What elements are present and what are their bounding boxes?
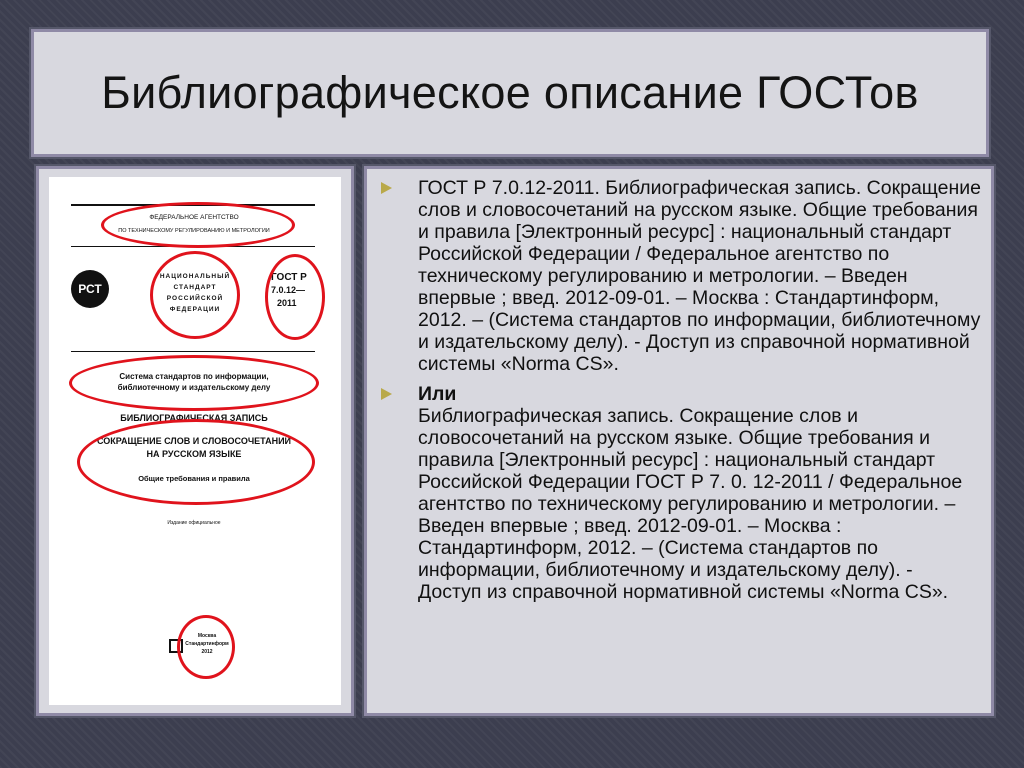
cover-national-line4: ФЕДЕРАЦИИ xyxy=(169,306,221,313)
cover-agency-line1: ФЕДЕРАЛЬНОЕ АГЕНТСТВО xyxy=(149,214,239,221)
highlight-oval-national xyxy=(150,251,240,339)
bullet-text: ГОСТ Р 7.0.12-2011. Библиографическая запись. Сокращение слов и словосочетаний на русском языке. Общие требования и правила [Электронный ресурс] : национальный стандарт Российской Федерации / Федеральное агентство по техническому регулированию и метрологии. – Введен впервые ; введ. 2012-09-01. – Москва : Стандартинформ, 2012. – (Система стандартов по информации, библиотечному и издательскому делу). - Доступ из справочной нормативной системы «Norma CS». xyxy=(418,177,981,375)
list-item xyxy=(367,383,981,603)
cover-agency-line2: ПО ТЕХНИЧЕСКОМУ РЕГУЛИРОВАНИЮ И МЕТРОЛОГИИ xyxy=(118,228,270,234)
gost-cover-page xyxy=(49,177,341,705)
cover-gost-line2: 7.0.12— xyxy=(271,285,306,295)
highlight-oval-title xyxy=(77,419,315,505)
cover-national-line3: РОССИЙСКОЙ xyxy=(166,295,224,302)
highlight-oval-gost-number xyxy=(265,254,325,340)
cover-system-line2: библиотечному и издательскому делу xyxy=(117,383,271,392)
cover-publisher-line3: 2012 xyxy=(201,649,213,655)
highlight-oval-publisher xyxy=(177,615,235,679)
triangle-bullet-icon xyxy=(381,388,392,400)
cover-publisher-line1: Москва xyxy=(197,633,217,639)
slide-title: Библиографическое описание ГОСТов xyxy=(101,67,919,118)
rst-logo-text: РСТ xyxy=(78,282,102,296)
slide-title-panel xyxy=(31,29,989,157)
cover-abbr-line1: СОКРАЩЕНИЕ СЛОВ И СЛОВОСОЧЕТАНИЙ xyxy=(96,436,292,446)
cover-national-line2: СТАНДАРТ xyxy=(173,284,217,291)
list-item xyxy=(367,177,981,375)
bullet-heading: Или xyxy=(418,383,457,405)
cover-rule-3 xyxy=(71,351,315,352)
text-panel xyxy=(364,166,994,716)
cover-national-line1: НАЦИОНАЛЬНЫЙ xyxy=(159,273,231,280)
cover-abbr-line2: НА РУССКОМ ЯЗЫКЕ xyxy=(146,449,242,459)
cover-system-line1: Система стандартов по информации, xyxy=(119,372,269,381)
bullet-text: Библиографическая запись. Сокращение слов и словосочетаний на русском языке. Общие требования и правила [Электронный ресурс] : национальный стандарт Российской Федерации ГОСТ Р 7. 0. 12-2011 / Федеральное агентство по техническому регулированию и метрологии. – Введен впервые ; введ. 2012-09-01. – Москва : Стандартинформ, 2012. – (Система стандартов по информации, библиотечному и издательскому делу). - Доступ из справочной нормативной системы «Norma CS». xyxy=(418,405,963,603)
triangle-bullet-icon xyxy=(381,182,392,194)
cover-publisher-line2: Стандартинформ xyxy=(185,641,229,647)
cover-record-title: БИБЛИОГРАФИЧЕСКАЯ ЗАПИСЬ xyxy=(120,413,268,423)
cover-gost-line3: 2011 xyxy=(277,298,297,308)
cover-image-panel xyxy=(36,166,354,716)
cover-official-note: Издание официальное xyxy=(167,520,221,526)
highlight-oval-system xyxy=(69,355,319,411)
rst-logo-icon xyxy=(71,270,109,308)
highlight-oval-agency xyxy=(101,202,295,248)
cover-requirements: Общие требования и правила xyxy=(138,474,250,483)
cover-gost-line1: ГОСТ Р xyxy=(271,272,307,283)
bullet-list xyxy=(367,169,991,603)
